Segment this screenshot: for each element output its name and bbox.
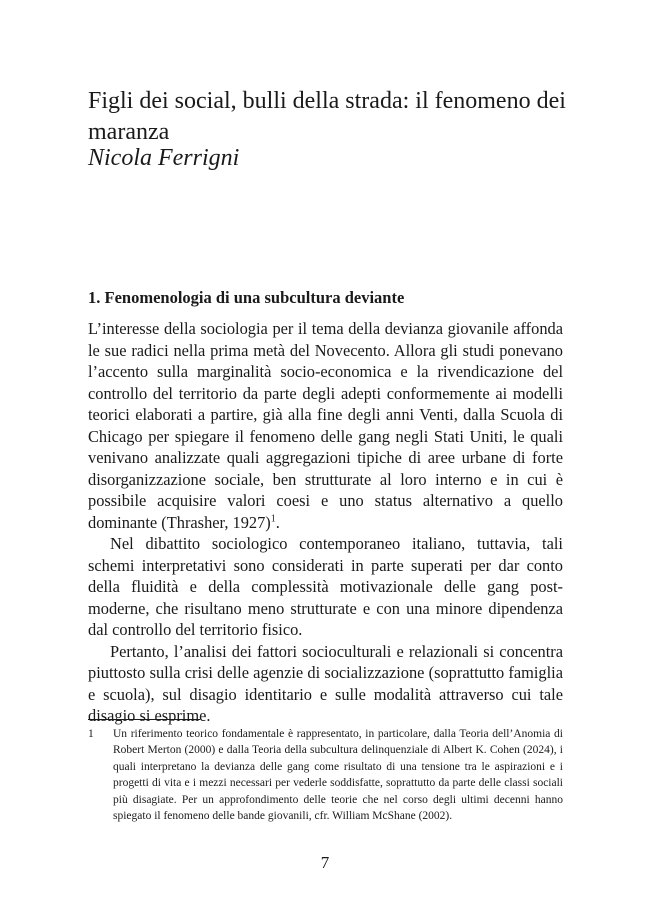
paragraph-1-end: . bbox=[275, 512, 280, 532]
chapter-title: Figli dei social, bulli della strada: il fenomeno dei maranza bbox=[88, 88, 566, 145]
paragraph-3: Pertanto, l’analisi dei fattori socioculturali e relazionali si concentra piuttosto sulla crisi delle agenzie di socializzazione (soprattutto famiglia e scuola), sul disagio identitario e sulle modalità attraverso cui tale disagio si esprime. bbox=[88, 641, 563, 725]
footnote-number: 1 bbox=[88, 728, 94, 740]
section-heading: 1. Fenomenologia di una subcultura deviante bbox=[88, 288, 405, 307]
paragraph-2: Nel dibattito sociologico contemporaneo italiano, tuttavia, tali schemi interpretativi sono considerati in parte superati per dar conto della fluidità e della complessità motivazionale delle gang post-moderne, che risultano meno strutturate e con una minore dipendenza dal controllo del territorio fisico. bbox=[88, 534, 563, 639]
chapter-author: Nicola Ferrigni bbox=[88, 145, 240, 171]
page-number: 7 bbox=[320, 853, 330, 872]
footnote-text: Un riferimento teorico fondamentale è rappresentato, in particolare, dalla Teoria dell’Anomia di Robert Merton (2000) e dalla Teoria della subcultura delinquenziale di Albert K. Cohen (2024), i quali interpretano la devianza delle gang come risultato di una tensione tra le aspirazioni e i progetti di vita e i mezzi necessari per vederle soddisfatte, soprattutto da parte delle classi sociali più disagiate. Per un approfondimento delle teorie che nel corso degli ultimi decenni hanno spiegato il fenomeno delle bande giovanili, cfr. William McShane (2002). bbox=[113, 728, 563, 823]
body-text bbox=[88, 318, 563, 727]
footnote bbox=[88, 726, 563, 824]
footnote-reference[interactable]: 1 bbox=[270, 513, 276, 525]
paragraph-1-text: L’interesse della sociologia per il tema della devianza giovanile affonda le sue radici nella prima metà del Novecento. Allora gli studi ponevano l’accento sulla marginalità socio-economica e la rivendicazione del controllo del territorio da parte degli adepti conformemente ai modelli teorici elaborati a partire, già alla fine degli anni Venti, dalla Scuola di Chicago per spiegare il fenomeno delle gang negli Stati Uniti, le quali venivano analizzate quali aggregazioni tipiche di aree urbane di forte disorganizzazione sociale, ben strutturate al loro interno e in cui è possibile acquisire valori coesi e uno status alternativo a quello dominante (Thrasher, 1927) bbox=[88, 319, 563, 532]
paragraph-1 bbox=[88, 318, 563, 533]
footnote-separator bbox=[88, 719, 200, 720]
